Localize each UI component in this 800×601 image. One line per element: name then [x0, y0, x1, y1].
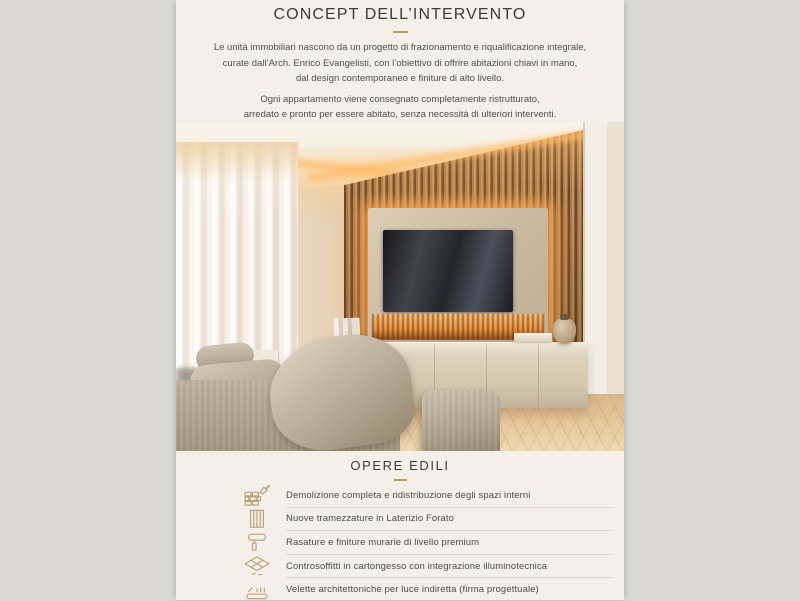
list-item-label: Demolizione completa e ridistribuzione degli spazi interni: [286, 489, 531, 501]
photo-tv: [383, 230, 513, 312]
list-item-label: Velette architettoniche per luce indiretta (firma progettuale): [286, 584, 539, 596]
list-item: [176, 508, 624, 531]
photo-sofa-armrest: [422, 390, 500, 451]
photo-vase: [553, 318, 576, 344]
brick-wall-trowel-icon: [242, 484, 272, 506]
intro-paragraphs: [176, 40, 624, 123]
list-item-label: Rasature e finiture murarie di livello premium: [286, 536, 480, 548]
intro-line: curate dall’Arch. Enrico Evangelisti, con l’obiettivo di offrire abitazioni chiavi in mano,: [222, 57, 578, 69]
intro-line: dal design contemporaneo e finiture di alto livello.: [295, 73, 505, 84]
section-divider: [394, 479, 407, 481]
list-item: [176, 531, 624, 554]
photo-right-wall: [583, 122, 624, 422]
suspended-ceiling-icon: [242, 555, 272, 577]
list-item: [176, 484, 624, 507]
list-item: [176, 578, 624, 601]
cove-light-icon: [242, 579, 272, 601]
list-item: [176, 555, 624, 578]
intro-line: Le unità immobiliari nascono da un progetto di frazionamento e riqualificazione integrale,: [213, 42, 587, 53]
interior-render-photo: [176, 122, 624, 451]
list-item-label: Nuove tramezzature in Laterizio Forato: [286, 513, 455, 525]
title-divider: [393, 31, 408, 33]
intro-line: Ogni appartamento viene consegnato completamente ristrutturato,: [260, 93, 540, 105]
intro-line: arredato e pronto per essere abitato, senza necessità di ulteriori interventi.: [243, 109, 557, 120]
section-title: OPERE EDILI: [350, 458, 450, 473]
works-list: [176, 484, 624, 601]
brochure-page: [176, 0, 624, 600]
hollow-brick-icon: [242, 508, 272, 530]
photo-tray: [514, 333, 552, 342]
list-item-label: Controsoffitti in cartongesso con integrazione illuminotecnica: [286, 560, 548, 572]
paint-roller-icon: [242, 531, 272, 553]
page-title: CONCEPT DELL’INTERVENTO: [273, 6, 527, 23]
opere-edili-section: [176, 451, 624, 601]
